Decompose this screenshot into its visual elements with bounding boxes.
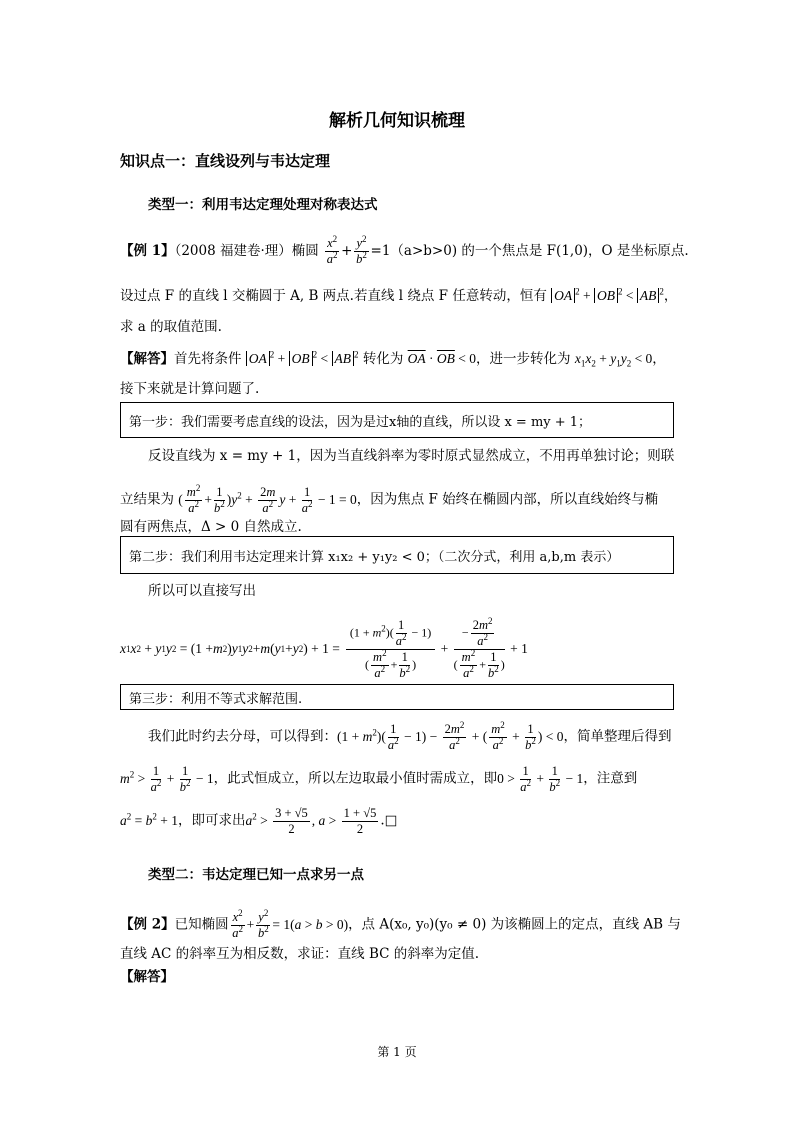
ellipse-equation: $\frac{x^2}{a^2}$ + $\frac{y^2}{b^2}$ = 1(a > b > 0) <box>232 907 349 940</box>
type-heading-1: 类型一：利用韦达定理处理对称表达式 <box>148 197 378 213</box>
paragraph-1-text-a: 立结果为 <box>120 491 174 508</box>
paragraph-3-line-2 <box>120 764 637 795</box>
paragraph-3-text-d: ，注意到 <box>583 770 638 787</box>
paragraph-3-line-1 <box>148 719 672 753</box>
example-2-answer-tag: 【解答】 <box>120 969 174 985</box>
page-title: 解析几何知识梳理 <box>329 111 465 131</box>
example-2-text-b: ，点 A(x₀, y₀)(y₀ ≠ 0) 为该椭圆上的定点，直线 AB 与 <box>348 916 681 933</box>
vieta-expression: x 1 x 2 + y 1 y 2 = (1 + m 2 ) y 1 y 2 + m ( y 1 + y 2 ) + 1 = $(1 + m^2)$( $\frac{1}{a^2}$ − 1) ( $\frac{m^2}{a^2}$ + $\frac{1}{b^2}$ ) + − $\frac{2m^2}{a^2}$ ( $\frac{m^2}{a^2}$ + $\frac{1}{b^2}$ ) + 1 <box>120 615 528 680</box>
step-1-text: 第一步：我们需要考虑直线的设法，因为是过x轴的直线，所以设 x = my + 1； <box>129 414 592 430</box>
final-result: $a^2$ > $\frac{3 + √5}{2}$ , a > $\frac{1 + √5}{2}$ <box>245 806 377 836</box>
example-1-text-a: 椭圆 <box>291 243 319 259</box>
paragraph-3-text-b: ，简单整理后得到 <box>563 728 672 745</box>
page-footer: 第 1 页 <box>377 1045 417 1059</box>
example-1-tag: 【例 1】 <box>120 243 175 259</box>
coordinate-condition: $x_1x_2 + y_1y_2 < 0$， <box>574 351 666 369</box>
inequality-2: $m^2$ > $\frac{1}{a^2}$ + $\frac{1}{b^2}$ − 1 <box>120 764 214 794</box>
solution-text-a: 首先将条件 <box>174 351 242 367</box>
vector-condition: OA $^2$ + OB $^2$ < AB $^2$， <box>551 288 677 303</box>
paragraph-1-line-2 <box>120 482 659 516</box>
vector-condition: OA $^2$ + OB $^2$ < AB $^2$ <box>246 351 359 366</box>
fraction: $(1 + m^2)$( $\frac{1}{a^2}$ − 1) ( $\frac{m^2}{a^2}$ + $\frac{1}{b^2}$ ) <box>346 618 435 681</box>
solution-tag: 【解答】 <box>120 351 174 367</box>
example-1-line-3: 求 a 的取值范围. <box>120 319 222 335</box>
fraction: − $\frac{2m^2}{a^2}$ ( $\frac{m^2}{a^2}$ + $\frac{1}{b^2}$ ) <box>453 615 505 680</box>
paragraph-2: 所以可以直接写出 <box>148 583 256 599</box>
example-1-line-1: 【例 1】（2008 福建卷·理）椭圆 $\frac{x^2}{a^2}$ + $\frac{y^2}{b^2}$ =1（a>b>0) 的一个焦点是 F(1,0)，O 是坐标原点. <box>120 233 689 266</box>
paragraph-3-end: .□ <box>380 812 398 829</box>
paragraph-3-text-c: ，此式恒成立，所以左边取最小值时需成立，即 <box>213 770 498 787</box>
paragraph-3-line-3 <box>120 806 397 837</box>
step-2-box <box>120 536 674 574</box>
step-3-text: 第三步：利用不等式求解范围. <box>129 691 303 707</box>
fraction: $\frac{y^2}{b^2}$ <box>356 233 367 266</box>
section-heading: 知识点一：直线设列与韦达定理 <box>120 152 331 170</box>
paragraph-1-line-1: 反设直线为 x = my + 1，因为当直线斜率为零时原式显然成立，不用再单独讨论；则联 <box>148 448 675 464</box>
example-1-source: （2008 福建卷·理） <box>174 243 292 259</box>
solution-1-line-2: 接下来就是计算问题了. <box>120 381 260 397</box>
solution-text-b: 转化为 <box>362 351 404 367</box>
example-2-line-2: 直线 AC 的斜率互为相反数，求证：直线 BC 的斜率为定值. <box>120 946 480 962</box>
example-1-line-2 <box>120 287 677 305</box>
step-1-box <box>120 402 674 438</box>
solution-1-line-1 <box>120 350 666 368</box>
solution-text-c: ，进一步转化为 <box>476 351 571 367</box>
example-2-tag: 【例 2】 <box>120 916 175 933</box>
type-heading-2: 类型二：韦达定理已知一点求另一点 <box>148 867 364 883</box>
quadratic-equation: ( $\frac{m^2}{a^2}$ + $\frac{1}{b^2}$ )$y^2$ + $\frac{2m}{a^2}$ y + $\frac{1}{a^2}$ − 1 = 0 <box>178 482 357 515</box>
paragraph-1-line-3: 圆有两焦点，Δ > 0 自然成立. <box>120 519 302 535</box>
fraction: $\frac{x^2}{a^2}$ <box>326 233 338 266</box>
example-1-text-c: 设过点 F 的直线 l 交椭圆于 A, B 两点.若直线 l 绕点 F 任意转动，恒有 <box>120 288 547 304</box>
paragraph-1-text-b: ，因为焦点 F 始终在椭圆内部，所以直线始终与椭 <box>356 491 659 508</box>
inequality-1: $(1 + m^2)$( $\frac{1}{a^2}$ − 1) − $\frac{2m^2}{a^2}$ + ( $\frac{m^2}{a^2}$ + $\frac{1}{b^2}$ ) < 0 <box>337 719 564 752</box>
step-2-text: 第二步：我们利用韦达定理来计算 x₁x₂ + y₁y₂ < 0；（二次分式，利用 a,b,m 表示） <box>129 549 620 565</box>
relation-ab: $a^2 = b^2 + 1$ <box>120 811 178 828</box>
step-3-box <box>120 684 674 710</box>
inequality-3: 0 > $\frac{1}{a^2}$ + $\frac{1}{b^2}$ − 1 <box>497 764 584 794</box>
example-2-line-1 <box>120 907 681 941</box>
paragraph-3-text-a: 我们此时约去分母，可以得到： <box>148 728 337 745</box>
paragraph-3-text-e: ，即可求出 <box>178 812 246 829</box>
dot-product-condition: $\overline{OA} \cdot \overline{OB} < 0$ <box>407 351 477 366</box>
example-1-text-b: =1（a>b>0) 的一个焦点是 F(1,0)，O 是坐标原点. <box>370 243 689 259</box>
example-2-text-a: 已知椭圆 <box>174 916 229 933</box>
